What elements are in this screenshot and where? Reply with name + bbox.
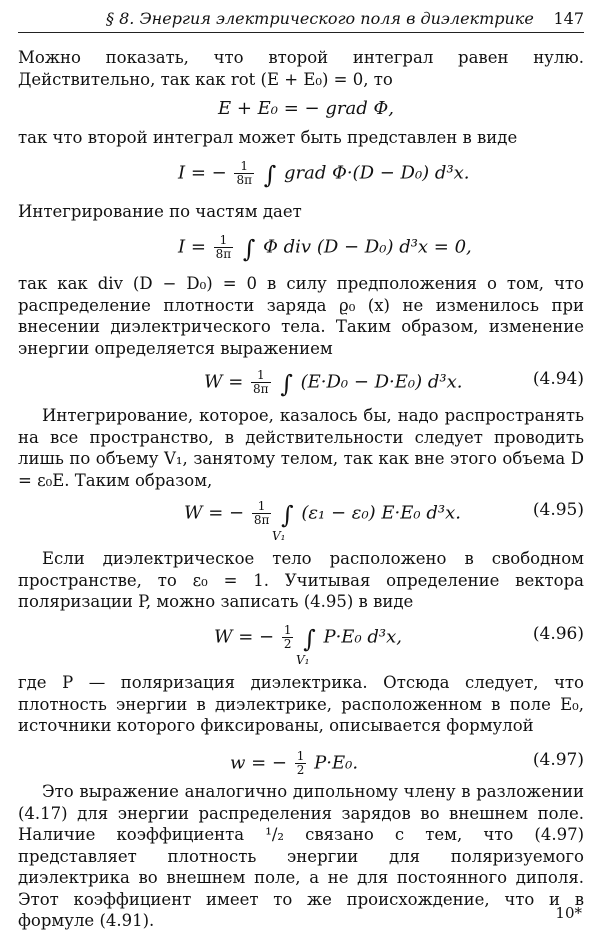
equation-1	[18, 86, 584, 132]
equation-4-rhs: (E·D₀ − D·E₀) d³x.	[300, 371, 463, 393]
paragraph-5: Интегрирование, которое, казалось бы, надо распространять на все пространство, в действительности следует проводить лишь по объему V₁, занятому телом, так как вне этого объема D = ε₀E. Таким образом,	[18, 406, 584, 490]
equation-6-domain: V₁	[296, 653, 310, 667]
integral-sign: ∫	[280, 369, 293, 398]
paragraph-8: Это выражение аналогично дипольному члену в разложении (4.17) для энергии распределения зарядов во внешнем поле. Наличие коэффициента ¹/₂ связано с тем, что (4.97) представляет плотность энергии для поляризуемого диэлектрика во внешнем поле, а не для постоянного диполя. Этот коэффициент имеет то же происхождение, что и в формуле (4.91).	[18, 782, 584, 930]
integral-sign: ∫	[263, 160, 277, 189]
equation-7-lhs: w = −	[230, 752, 288, 774]
equation-3-fraction: $\frac{1}{8\pi}$	[215, 233, 232, 261]
equation-5-number: (4.95)	[532, 500, 584, 520]
equation-2-lhs: I = −	[178, 162, 227, 184]
paragraph-1: Можно показать, что второй интеграл равен нулю. Действительно, так как rot (E + E₀) = 0, то	[18, 48, 584, 89]
equation-7-number: (4.97)	[532, 750, 584, 770]
running-header	[18, 8, 584, 33]
equation-1-body: E + E₀ = − grad Φ,	[218, 98, 394, 119]
equation-6-rhs: P·E₀ d³x,	[323, 626, 402, 648]
equation-6-lhs: W = −	[214, 626, 275, 648]
equation-6-number: (4.96)	[532, 624, 584, 644]
equation-3	[18, 222, 584, 268]
equation-6-fraction: $\frac{1}{2}$	[283, 623, 292, 651]
integral-sign: ∫	[281, 500, 294, 529]
equation-4-lhs: W =	[204, 371, 244, 393]
equation-6	[18, 612, 584, 672]
equation-5	[18, 488, 584, 548]
header-title: § 8. Энергия электрического поля в диэлектрике	[106, 9, 534, 28]
equation-4-fraction: $\frac{1}{8\pi}$	[253, 368, 269, 396]
equation-5-rhs: (ε₁ − ε₀) E·E₀ d³x.	[301, 502, 461, 524]
paragraph-3: Интегрирование по частям дает	[18, 202, 302, 221]
equation-2-rhs: grad Φ·(D − D₀) d³x.	[283, 162, 470, 184]
equation-4-number: (4.94)	[532, 369, 584, 389]
equation-3-rhs: Φ div (D − D₀) d³x = 0,	[263, 236, 472, 258]
paragraph-7: где P — поляризация диэлектрика. Отсюда следует, что плотность энергии в диэлектрике, расположенном в поле E₀, источники которого фиксированы, описывается формулой	[18, 673, 584, 735]
equation-7-fraction: $\frac{1}{2}$	[296, 749, 305, 777]
equation-7	[18, 738, 584, 784]
paragraph-4: так как div (D − D₀) = 0 в силу предположения о том, что распределение плотности заряда ϱ₀ (x) не изменилось при внесении диэлектрического тела. Таким образом, изменение энергии определяется выражением	[18, 274, 584, 358]
equation-5-lhs: W = −	[184, 502, 245, 524]
equation-5-domain: V₁	[272, 529, 286, 543]
paragraph-2: так что второй интеграл может быть представлен в виде	[18, 128, 518, 147]
equation-7-rhs: P·E₀.	[314, 752, 359, 774]
integral-sign: ∫	[303, 624, 316, 653]
equation-5-fraction: $\frac{1}{8\pi}$	[253, 499, 270, 527]
equation-3-lhs: I =	[178, 236, 206, 258]
paragraph-6: Если диэлектрическое тело расположено в свободном пространстве, то ε₀ = 1. Учитывая определение вектора поляризации P, можно записать (4.95) в виде	[18, 549, 584, 611]
equation-2-fraction: $\frac{1}{8\pi}$	[236, 159, 252, 187]
signature-mark: 10*	[555, 904, 582, 922]
equation-2	[18, 148, 584, 194]
equation-4	[18, 357, 584, 403]
page-number: 147	[553, 9, 584, 28]
integral-sign: ∫	[242, 234, 256, 263]
